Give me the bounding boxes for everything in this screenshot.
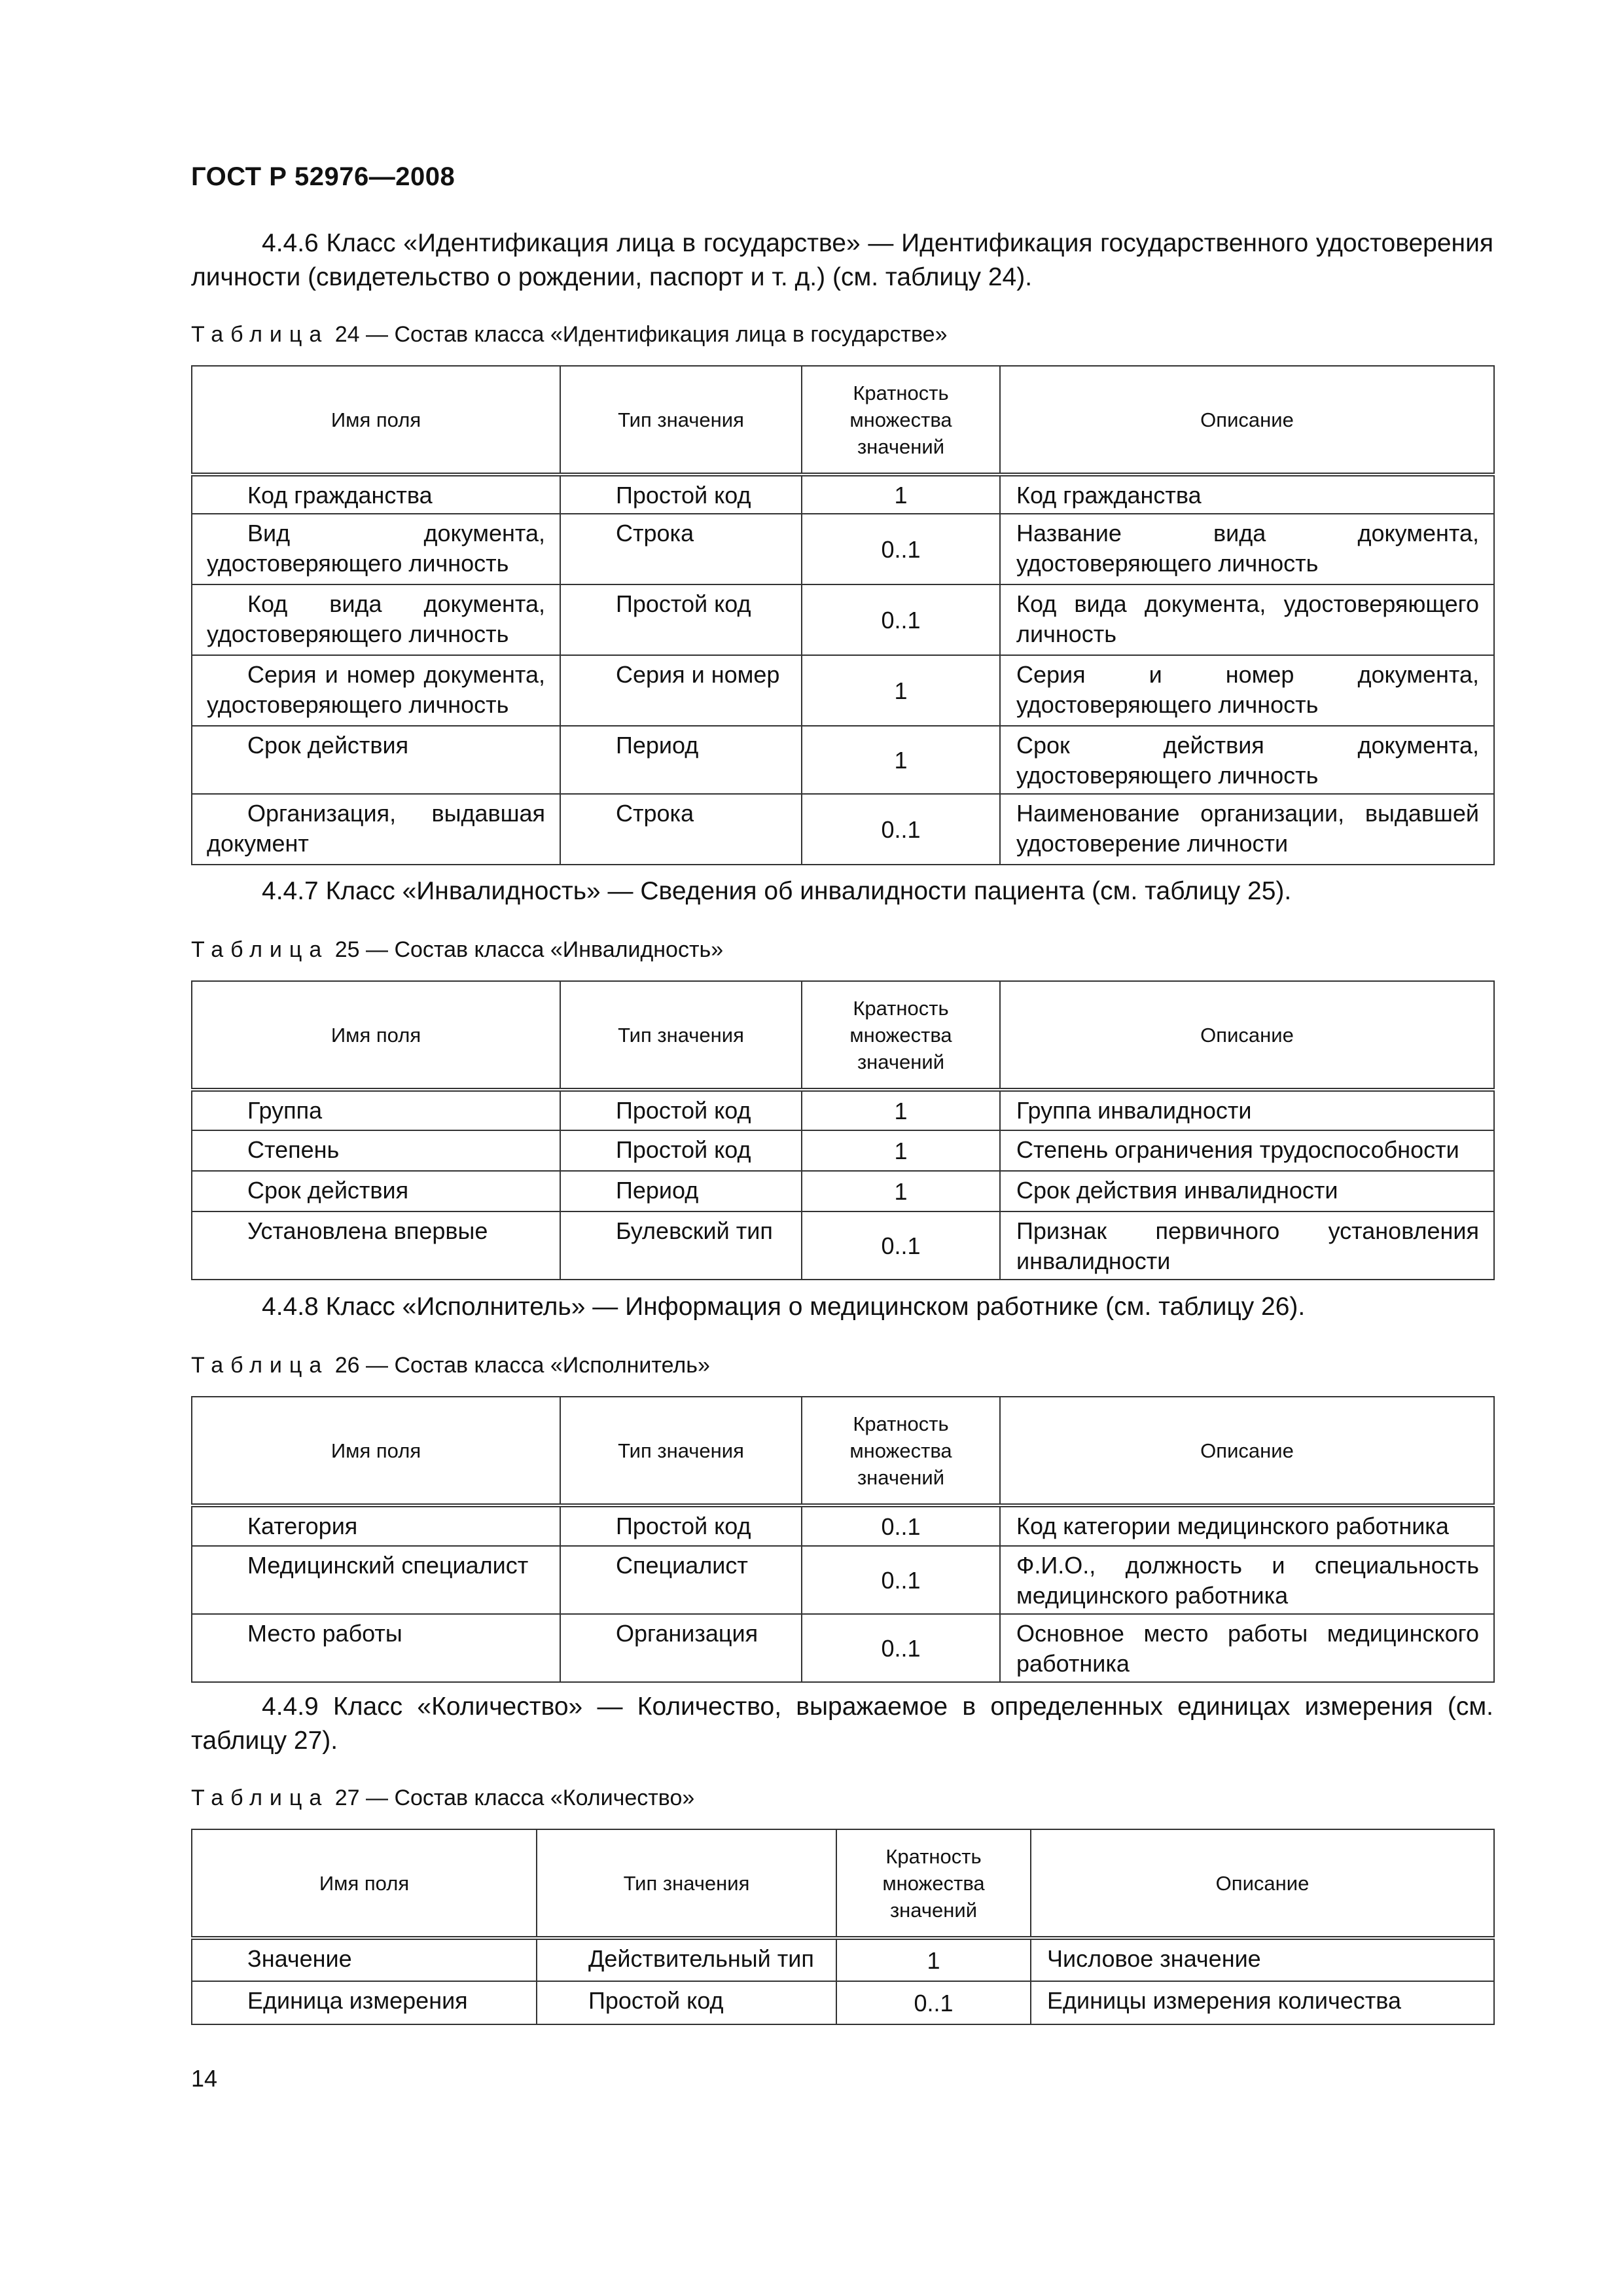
description: Код категории медицинского работника: [1000, 1505, 1494, 1546]
table-row: [192, 1981, 1494, 2024]
table-row: [192, 1505, 1494, 1546]
value-type: Простой код: [560, 1090, 802, 1130]
header-value-type: Тип значения: [560, 981, 802, 1090]
description: Серия и номер документа, удостоверяющего личность: [1000, 655, 1494, 726]
field-name: Установлена впервые: [192, 1211, 560, 1280]
description: Ф.И.О., должность и специальность медицинского работника: [1000, 1546, 1494, 1614]
multiplicity: 0..1: [802, 584, 1000, 655]
caption-label: Таблица: [191, 1785, 329, 1810]
value-type: Период: [560, 1171, 802, 1211]
header-description: Описание: [1000, 981, 1494, 1090]
table-row: [192, 1546, 1494, 1614]
field-name: Значение: [192, 1938, 537, 1981]
multiplicity: 0..1: [802, 1505, 1000, 1546]
header-description: Описание: [1000, 366, 1494, 475]
table-row: [192, 794, 1494, 865]
multiplicity: 1: [802, 475, 1000, 514]
caption-label: Таблица: [191, 937, 329, 962]
table-row: [192, 475, 1494, 514]
table-26: [191, 1396, 1495, 1683]
table-24: [191, 365, 1495, 865]
description: Код гражданства: [1000, 475, 1494, 514]
header-field-name: Имя поля: [192, 366, 560, 475]
header-field-name: Имя поля: [192, 981, 560, 1090]
header-value-type: Тип значения: [560, 366, 802, 475]
value-type: Простой код: [560, 1130, 802, 1171]
caption-label: Таблица: [191, 1353, 329, 1378]
value-type: Специалист: [560, 1546, 802, 1614]
table-25-caption: [191, 937, 723, 963]
header-description: Описание: [1031, 1829, 1494, 1938]
caption-text: 25 — Состав класса «Инвалидность»: [329, 937, 724, 962]
table-25: [191, 980, 1495, 1280]
description: Признак первичного установления инвалидности: [1000, 1211, 1494, 1280]
header-multiplicity: Кратность множества значений: [802, 1397, 1000, 1505]
description: Название вида документа, удостоверяющего личность: [1000, 514, 1494, 584]
multiplicity: 0..1: [802, 1546, 1000, 1614]
multiplicity: 0..1: [836, 1981, 1031, 2024]
description: Срок действия инвалидности: [1000, 1171, 1494, 1211]
value-type: Действительный тип: [537, 1938, 836, 1981]
header-field-name: Имя поля: [192, 1397, 560, 1505]
table-26-caption: [191, 1353, 710, 1378]
caption-label: Таблица: [191, 322, 329, 347]
multiplicity: 1: [802, 1130, 1000, 1171]
paragraph-4-4-9: 4.4.9 Класс «Количество» — Количество, выражаемое в определенных единицах измерения (см. таблицу 27).: [191, 1693, 1493, 1755]
table-27-caption: [191, 1785, 694, 1811]
field-name: Степень: [192, 1130, 560, 1171]
description: Код вида документа, удостоверяющего личность: [1000, 584, 1494, 655]
header-multiplicity: Кратность множества значений: [802, 981, 1000, 1090]
table-24-caption: [191, 322, 948, 348]
value-type: Организация: [560, 1614, 802, 1682]
multiplicity: 1: [802, 1090, 1000, 1130]
field-name: Организация, выдавшая документ: [192, 794, 560, 865]
field-name: Серия и номер документа, удостоверяющего личность: [192, 655, 560, 726]
caption-text: 26 — Состав класса «Исполнитель»: [329, 1353, 710, 1378]
table-row: [192, 655, 1494, 726]
value-type: Простой код: [560, 584, 802, 655]
multiplicity: 1: [836, 1938, 1031, 1981]
description: Группа инвалидности: [1000, 1090, 1494, 1130]
table-row: [192, 1614, 1494, 1682]
value-type: Простой код: [560, 1505, 802, 1546]
value-type: Серия и номер: [560, 655, 802, 726]
value-type: Булевский тип: [560, 1211, 802, 1280]
multiplicity: 1: [802, 726, 1000, 794]
table-row: [192, 726, 1494, 794]
description: Единицы измерения количества: [1031, 1981, 1494, 2024]
field-name: Единица измерения: [192, 1981, 537, 2024]
page-number: 14: [191, 2065, 218, 2092]
table-row: [192, 1090, 1494, 1130]
table-row: [192, 1211, 1494, 1280]
description: Срок действия документа, удостоверяющего личность: [1000, 726, 1494, 794]
field-name: Группа: [192, 1090, 560, 1130]
table-row: [192, 1130, 1494, 1171]
paragraph-4-4-7: 4.4.7 Класс «Инвалидность» — Сведения об инвалидности пациента (см. таблицу 25).: [262, 877, 1292, 905]
description: Числовое значение: [1031, 1938, 1494, 1981]
multiplicity: 0..1: [802, 794, 1000, 865]
table-row: [192, 514, 1494, 584]
paragraph-4-4-6: 4.4.6 Класс «Идентификация лица в государстве» — Идентификация государственного удостоверения личности (свидетельство о рождении, паспорт и т. д.) (см. таблицу 24).: [191, 229, 1493, 291]
field-name: Код гражданства: [192, 475, 560, 514]
description: Наименование организации, выдавшей удостоверение личности: [1000, 794, 1494, 865]
multiplicity: 0..1: [802, 514, 1000, 584]
value-type: Простой код: [537, 1981, 836, 2024]
description: Степень ограничения трудоспособности: [1000, 1130, 1494, 1171]
multiplicity: 1: [802, 655, 1000, 726]
field-name: Место работы: [192, 1614, 560, 1682]
field-name: Срок действия: [192, 726, 560, 794]
field-name: Срок действия: [192, 1171, 560, 1211]
header-field-name: Имя поля: [192, 1829, 537, 1938]
header-value-type: Тип значения: [560, 1397, 802, 1505]
caption-text: 24 — Состав класса «Идентификация лица в государстве»: [329, 322, 948, 347]
table-27: [191, 1829, 1495, 2025]
document-header: ГОСТ Р 52976—2008: [191, 162, 455, 191]
value-type: Простой код: [560, 475, 802, 514]
multiplicity: 0..1: [802, 1614, 1000, 1682]
header-multiplicity: Кратность множества значений: [836, 1829, 1031, 1938]
value-type: Строка: [560, 514, 802, 584]
table-row: [192, 1938, 1494, 1981]
multiplicity: 0..1: [802, 1211, 1000, 1280]
field-name: Вид документа, удостоверяющего личность: [192, 514, 560, 584]
header-description: Описание: [1000, 1397, 1494, 1505]
caption-text: 27 — Состав класса «Количество»: [329, 1785, 695, 1810]
field-name: Категория: [192, 1505, 560, 1546]
header-value-type: Тип значения: [537, 1829, 836, 1938]
field-name: Код вида документа, удостоверяющего личность: [192, 584, 560, 655]
table-row: [192, 584, 1494, 655]
paragraph-4-4-8: 4.4.8 Класс «Исполнитель» — Информация о медицинском работнике (см. таблицу 26).: [262, 1293, 1306, 1321]
value-type: Период: [560, 726, 802, 794]
table-row: [192, 1171, 1494, 1211]
field-name: Медицинский специалист: [192, 1546, 560, 1614]
header-multiplicity: Кратность множества значений: [802, 366, 1000, 475]
multiplicity: 1: [802, 1171, 1000, 1211]
value-type: Строка: [560, 794, 802, 865]
description: Основное место работы медицинского работника: [1000, 1614, 1494, 1682]
